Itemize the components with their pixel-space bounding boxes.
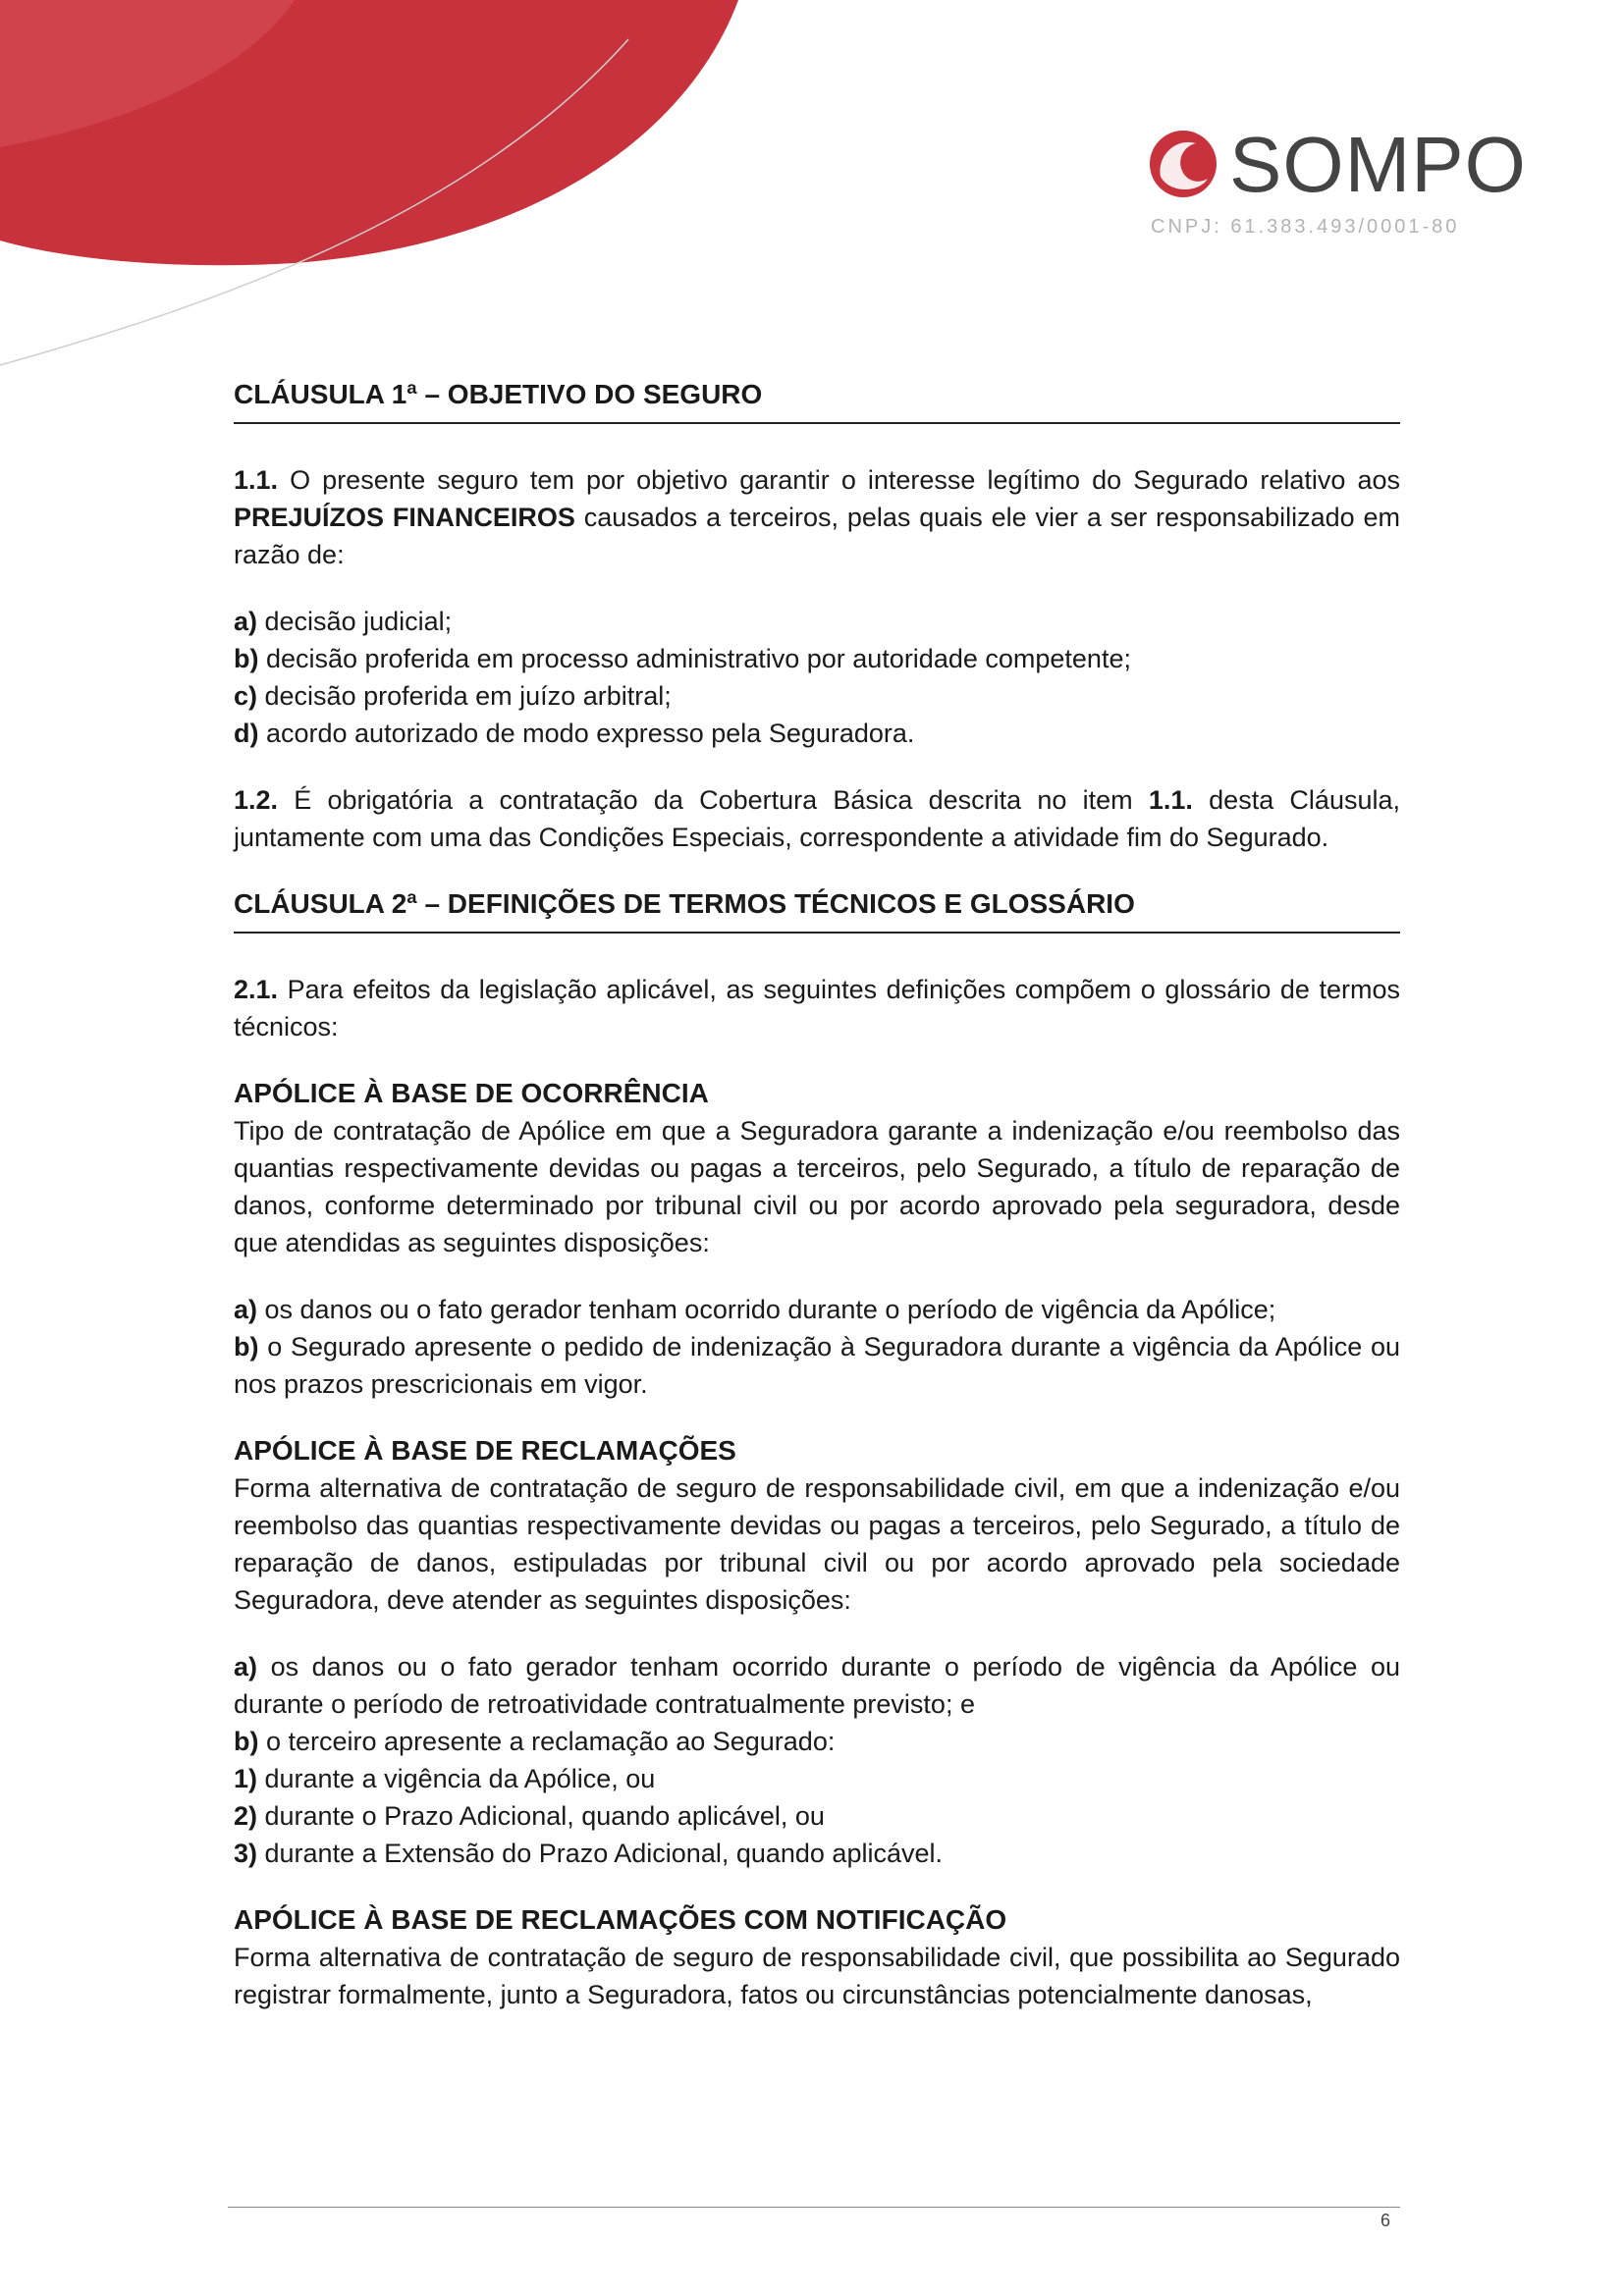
list-item: b) decisão proferida em processo administrativo por autoridade competente; xyxy=(234,644,1131,673)
paragraph-1-2: 1.2. É obrigatória a contratação da Cobertura Básica descrita no item 1.1. desta Cláusula, juntamente com uma das Condições Especiais, correspondente a atividade fim do Segurado. xyxy=(234,785,1400,852)
list-item: b) o Segurado apresente o pedido de indenização à Seguradora durante a vigência da Apólice ou nos prazos prescricionais em vigor. xyxy=(234,1332,1400,1399)
clause-1-heading: CLÁUSULA 1ª – OBJETIVO DO SEGURO xyxy=(234,376,1400,424)
term-body: Forma alternativa de contratação de seguro de responsabilidade civil, que possibilita ao Segurado registrar formalmente, junto a Seguradora, fatos ou circunstâncias potencialmente danosas, xyxy=(234,1943,1400,2009)
term-body: Tipo de contratação de Apólice em que a Seguradora garante a indenização e/ou reembolso das quantias respectivamente devidas ou pagas a terceiros, pelo Segurado, a título de reparação de danos, conforme determinado por tribunal civil ou por acordo aprovado pela seguradora, desde que atendidas as seguintes disposições: xyxy=(234,1116,1400,1257)
list-item: b) o terceiro apresente a reclamação ao Segurado: xyxy=(234,1727,836,1756)
term-body: Forma alternativa de contratação de seguro de responsabilidade civil, em que a indenização e/ou reembolso das quantias respectivamente devidas ou pagas a terceiros, pelo Segurado, a título de reparação de danos, estipuladas por tribunal civil ou por acordo aprovado pela sociedade Seguradora, deve atender as seguintes disposições: xyxy=(234,1473,1400,1615)
footer-divider xyxy=(228,2207,1400,2208)
paragraph-2-1: 2.1. Para efeitos da legislação aplicável, as seguintes definições compõem o glossário de termos técnicos: xyxy=(234,975,1400,1041)
sompo-logo xyxy=(1147,118,1527,245)
list-item: a) os danos ou o fato gerador tenham ocorrido durante o período de vigência da Apólice; xyxy=(234,1295,1276,1324)
logo-cnpj: CNPJ: 61.383.493/0001-80 xyxy=(1151,216,1460,238)
header-swoosh-graphic xyxy=(0,0,746,373)
document-body xyxy=(234,376,1400,2013)
list-item: 3) durante a Extensão do Prazo Adicional, quando aplicável. xyxy=(234,1839,943,1868)
list-item: c) decisão proferida em juízo arbitral; xyxy=(234,681,672,711)
list-item: d) acordo autorizado de modo expresso pela Seguradora. xyxy=(234,719,915,748)
term-heading-reclamacoes-notificacao: APÓLICE À BASE DE RECLAMAÇÕES COM NOTIFICAÇÃO xyxy=(234,1904,1007,1935)
list-item: a) os danos ou o fato gerador tenham ocorrido durante o período de vigência da Apólice ou durante o período de retroatividade contratualmente previsto; e xyxy=(234,1652,1400,1719)
paragraph-number: 1.1. xyxy=(234,465,279,495)
clause-2-heading: CLÁUSULA 2ª – DEFINIÇÕES DE TERMOS TÉCNICOS E GLOSSÁRIO xyxy=(234,885,1400,934)
list-item: 2) durante o Prazo Adicional, quando aplicável, ou xyxy=(234,1801,825,1831)
logo-wordmark: SOMPO xyxy=(1229,121,1527,208)
page-number: 6 xyxy=(1380,2211,1391,2230)
paragraph-1-1: 1.1. O presente seguro tem por objetivo garantir o interesse legítimo do Segurado relativo aos PREJUÍZOS FINANCEIROS causados a terceiros, pelas quais ele vier a ser responsabilizado em razão de: xyxy=(234,465,1400,569)
list-item: a) decisão judicial; xyxy=(234,607,453,636)
sompo-logo-icon xyxy=(1147,128,1219,200)
list-item: 1) durante a vigência da Apólice, ou xyxy=(234,1764,656,1793)
term-heading-ocorrencia: APÓLICE À BASE DE OCORRÊNCIA xyxy=(234,1078,709,1108)
term-heading-reclamacoes: APÓLICE À BASE DE RECLAMAÇÕES xyxy=(234,1435,736,1466)
emphasis: PREJUÍZOS FINANCEIROS xyxy=(234,503,575,532)
